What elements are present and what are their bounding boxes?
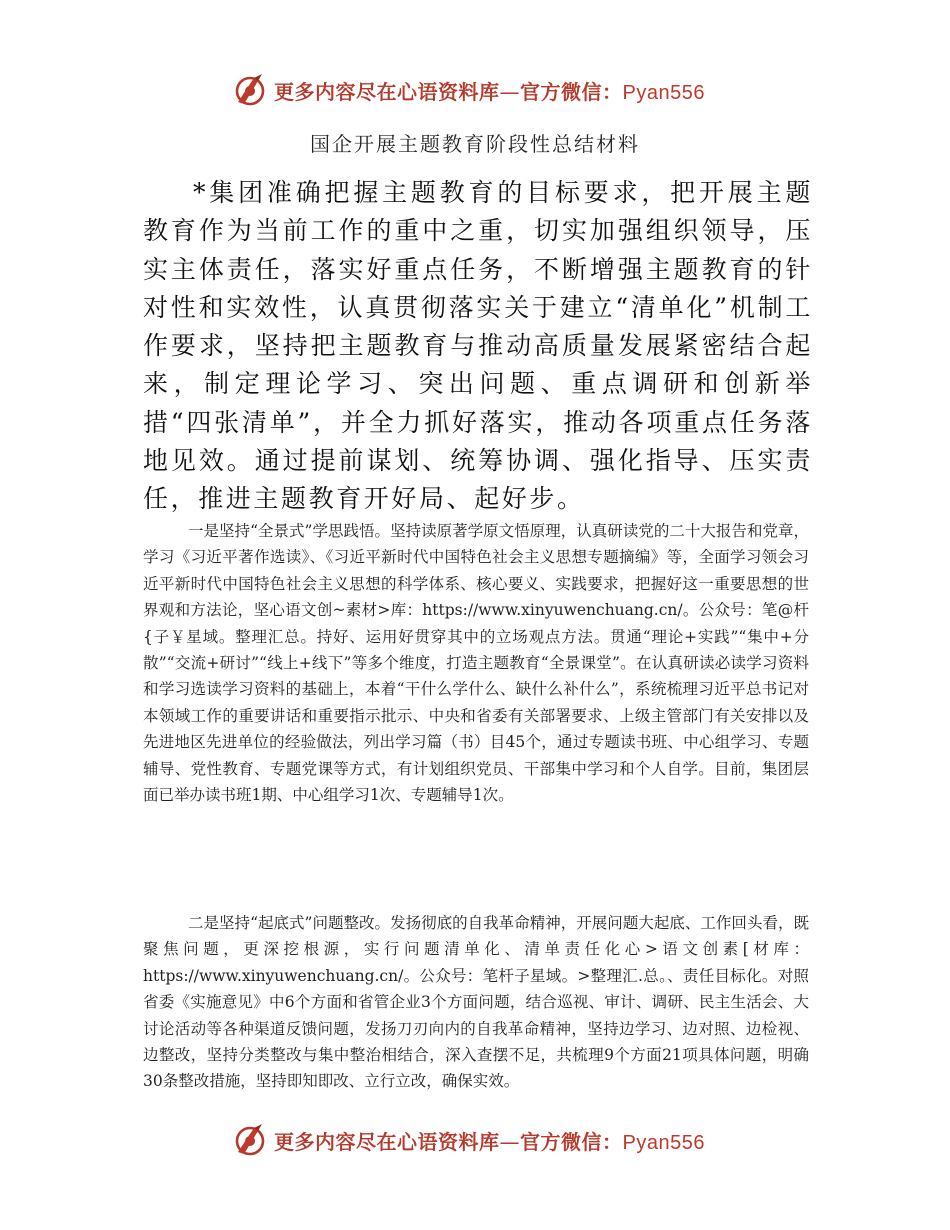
- watermark-dash: —: [499, 1129, 520, 1154]
- quill-pen-icon: [232, 72, 268, 108]
- watermark-brand: 更多内容尽在心语资料库: [274, 1129, 500, 1154]
- header-watermark[interactable]: [232, 70, 712, 110]
- watermark-wechat-label: 官方微信：: [520, 79, 623, 104]
- lead-paragraph: *集团准确把握主题教育的目标要求，把开展主题教育作为当前工作的重中之重，切实加强组织领导，压实主体责任，落实好重点任务，不断增强主题教育的针对性和实效性，认真贯彻落实关于建立“清单化”机制工作要求，坚持把主题教育与推动高质量发展紧密结合起来，制定理论学习、突出问题、重点调研和创新举措“四张清单”，并全力抓好落实，推动各项重点任务落地见效。通过提前谋划、统筹协调、强化指导、压实责任，推进主题教育开好局、起好步。: [143, 178, 813, 514]
- watermark-dash: —: [499, 79, 520, 104]
- body-paragraph-1: 一是坚持“全景式”学思践悟。坚持读原著学原文悟原理，认真研读党的二十大报告和党章，学习《习近平著作选读》、《习近平新时代中国特色社会主义思想专题摘编》等，全面学习领会习近平新时代中国特色社会主义思想的科学体系、核心要义、实践要求，把握好这一重要思想的世界观和方法论，坚心语文创~素材>库：https://www.xinyuwenchuang.cn/。公众号：笔@杆{子￥星域。整理汇总。持好、运用好贯穿其中的立场观点方法。贯通“理论+实践”“集中+分散”“交流+研讨”“线上+线下”等多个维度，打造主题教育“全景课堂”。在认真研读必读学习资料和学习选读学习资料的基础上，本着“干什么学什么、缺什么补什么”，系统梳理习近平总书记对本领域工作的重要讲话和重要指示批示、中央和省委有关部署要求、上级主管部门有关安排以及先进地区先进单位的经验做法，列出学习篇（书）目45个，通过专题读书班、中心组学习、专题辅导、党性教育、专题党课等方式，有计划组织党员、干部集中学习和个人自学。目前，集团层面已举办读书班1期、中心组学习1次、专题辅导1次。: [143, 522, 809, 805]
- watermark-brand: 更多内容尽在心语资料库: [274, 79, 500, 104]
- watermark-text: [274, 76, 705, 105]
- quill-pen-icon: [232, 1122, 268, 1158]
- body-paragraph-2: 二是坚持“起底式”问题整改。发扬彻底的自我革命精神，开展问题大起底、工作回头看，既聚焦问题，更深挖根源，实行问题清单化、清单责任化心>语文创素[材库：https://www.xinyuwenchuang.cn/。公众号：笔杆子星域。>整理汇.总。、责任目标化。对照省委《实施意见》中6个方面和省管企业3个方面问题，结合巡视、审计、调研、民主生活会、大讨论活动等各种渠道反馈问题，发扬刀刃向内的自我革命精神，坚持边学习、边对照、边检视、边整改，坚持分类整改与集中整治相结合，深入查摆不足，共梳理9个方面21项具体问题，明确30条整改措施，坚持即知即改、立行立改，确保实效。: [143, 914, 809, 1091]
- footer-watermark[interactable]: [232, 1120, 712, 1160]
- watermark-text: [274, 1126, 705, 1155]
- watermark-wechat-id: Pyan556: [622, 81, 705, 104]
- page-title: 国企开展主题教育阶段性总结材料: [310, 132, 640, 156]
- watermark-wechat-id: Pyan556: [622, 1131, 705, 1154]
- watermark-wechat-label: 官方微信：: [520, 1129, 623, 1154]
